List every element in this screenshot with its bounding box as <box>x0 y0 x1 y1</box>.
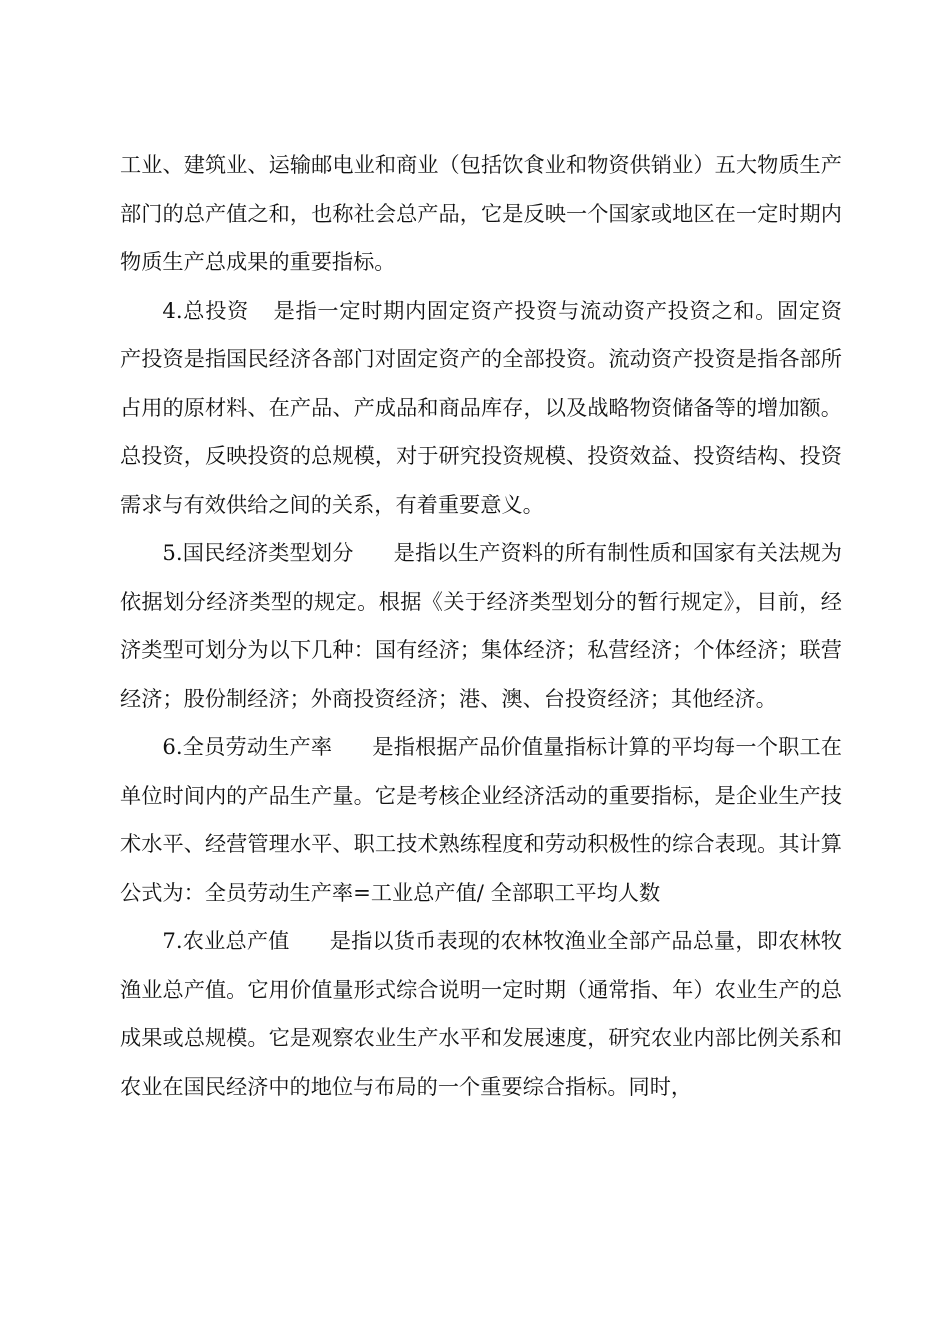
item-number: 7. <box>162 928 183 953</box>
paragraph-economic-type-classification <box>120 529 842 723</box>
item-number: 6. <box>162 734 183 759</box>
item-term: 国民经济类型划分 <box>182 540 354 565</box>
paragraph-body: 是指一定时期内固定资产投资与流动资产投资之和。固定资产投资是指国民经济各部门对固定资产的全部投资。流动资产投资是指各部所占用的原材料、在产品、产成品和商品库存，以及战略物资储备等的增加额。总投资，反映投资的总规模，对于研究投资规模、投资效益、投资结构、投资需求与有效供给之间的关系，有着重要意义。 <box>120 297 842 517</box>
item-term: 农业总产值 <box>182 928 290 953</box>
item-number: 4. <box>162 297 183 323</box>
item-term: 总投资 <box>182 297 249 323</box>
paragraph-body: 是指以生产资料的所有制性质和国家有关法规为依据划分经济类型的规定。根据《关于经济类型划分的暂行规定》，目前，经济类型可划分为以下几种：国有经济；集体经济；私营经济；个体经济；联营经济；股份制经济；外商投资经济；港、澳、台投资经济；其他经济。 <box>120 540 842 711</box>
paragraph-labor-productivity <box>120 723 842 917</box>
paragraph-total-investment <box>120 287 842 530</box>
paragraph-agricultural-output <box>120 917 842 1111</box>
paragraph-body: 工业、建筑业、运输邮电业和商业（包括饮食业和物资供销业）五大物质生产部门的总产值之和，也称社会总产品，它是反映一个国家或地区在一定时期内物质生产总成果的重要指标。 <box>120 152 842 274</box>
document-page <box>120 141 842 1111</box>
item-number: 5. <box>162 540 183 565</box>
item-term: 全员劳动生产率 <box>182 734 333 759</box>
paragraph-continuation <box>120 141 842 287</box>
paragraph-body: 是指以货币表现的农林牧渔业全部产品总量，即农林牧渔业总产值。它用价值量形式综合说明一定时期（通常指、年）农业生产的总成果或总规模。它是观察农业生产水平和发展速度，研究农业内部比例关系和农业在国民经济中的地位与布局的一个重要综合指标。同时， <box>120 928 842 1099</box>
paragraph-body: 是指根据产品价值量指标计算的平均每一个职工在单位时间内的产品生产量。它是考核企业经济活动的重要指标，是企业生产技术水平、经营管理水平、职工技术熟练程度和劳动积极性的综合表现。其计算公式为：全员劳动生产率=工业总产值/ 全部职工平均人数 <box>120 734 842 905</box>
